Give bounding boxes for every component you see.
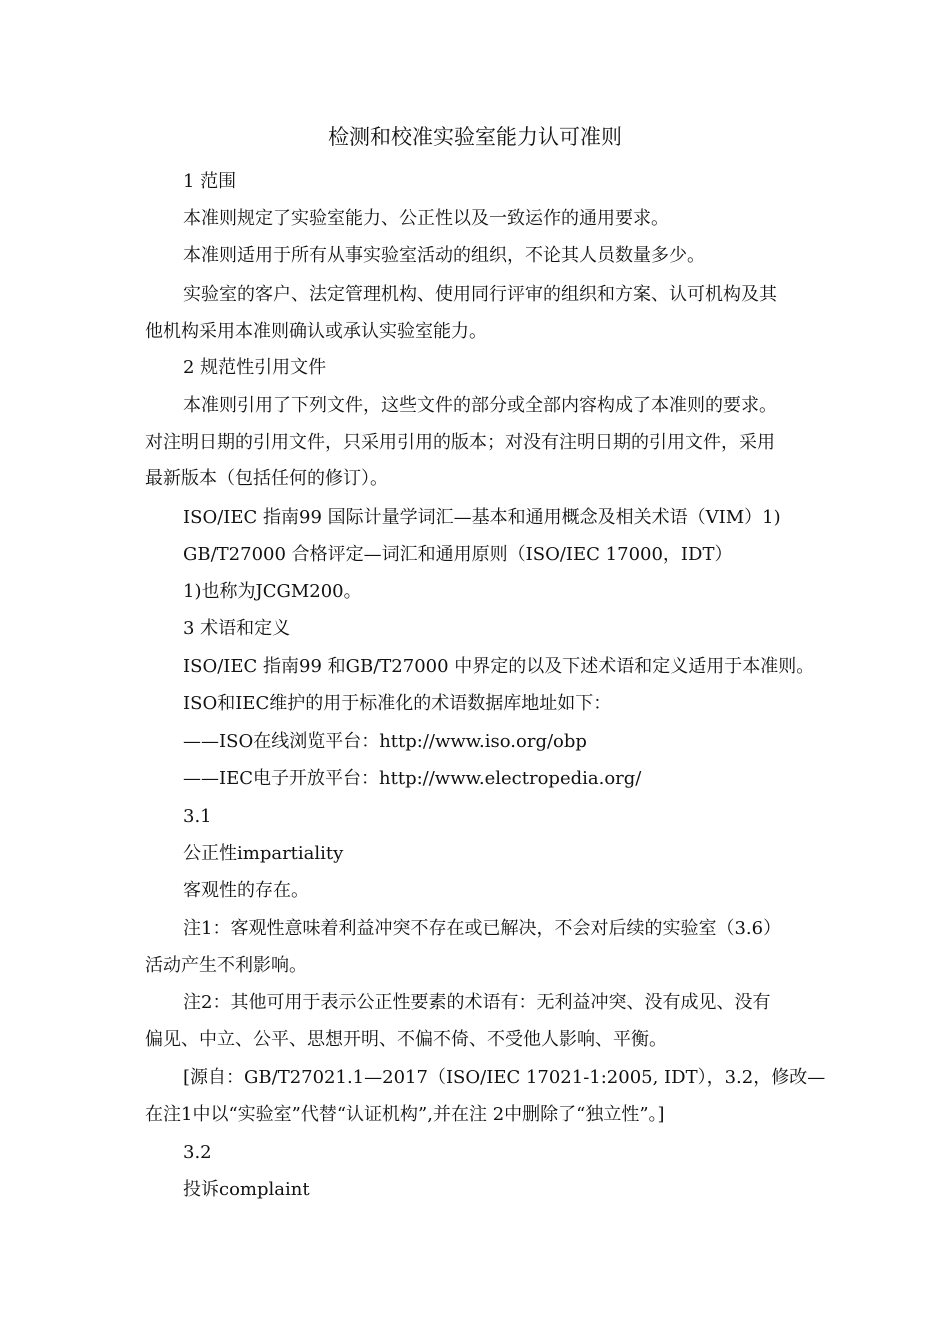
paragraph: ISO和IEC维护的用于标准化的术语数据库地址如下： — [183, 693, 612, 714]
reference-item: ISO/IEC 指南99 国际计量学词汇—基本和通用概念及相关术语（VIM）1) — [183, 507, 781, 528]
paragraph-continuation: 他机构采用本准则确认或承认实验室能力。 — [145, 321, 487, 342]
paragraph: 本准则适用于所有从事实验室活动的组织，不论其人员数量多少。 — [183, 245, 705, 266]
section-heading-terms: 3 术语和定义 — [183, 618, 291, 639]
term-number: 3.1 — [183, 806, 212, 827]
paragraph: 本准则引用了下列文件，这些文件的部分或全部内容构成了本准则的要求。 — [183, 395, 777, 416]
term-name: 投诉complaint — [183, 1179, 310, 1200]
document-title: 检测和校准实验室能力认可准则 — [328, 125, 622, 149]
note: 注2：其他可用于表示公正性要素的术语有：无利益冲突、没有成见、没有 — [183, 992, 771, 1013]
section-heading-scope: 1 范围 — [183, 171, 237, 192]
note-continuation: 偏见、中立、公平、思想开明、不偏不倚、不受他人影响、平衡。 — [145, 1029, 667, 1050]
source-citation: [源自：GB/T27021.1—2017（ISO/IEC 17021-1:2005, IDT），3.2，修改— — [183, 1067, 826, 1088]
footnote: 1)也称为JCGM200。 — [183, 581, 362, 602]
paragraph: ISO/IEC 指南99 和GB/T27000 中界定的以及下述术语和定义适用于本准则。 — [183, 656, 815, 677]
url-item-iec: ——IEC电子开放平台：http://www.electropedia.org/ — [183, 768, 642, 789]
term-name: 公正性impartiality — [183, 843, 344, 864]
paragraph: 实验室的客户、法定管理机构、使用同行评审的组织和方案、认可机构及其 — [183, 284, 777, 305]
note: 注1：客观性意味着利益冲突不存在或已解决，不会对后续的实验室（3.6） — [183, 918, 782, 939]
section-heading-normative-references: 2 规范性引用文件 — [183, 357, 327, 378]
paragraph: 本准则规定了实验室能力、公正性以及一致运作的通用要求。 — [183, 208, 669, 229]
term-number: 3.2 — [183, 1142, 212, 1163]
url-item-iso: ——ISO在线浏览平台：http://www.iso.org/obp — [183, 731, 587, 752]
paragraph-continuation: 最新版本（包括任何的修订）。 — [145, 468, 388, 489]
note-continuation: 活动产生不利影响。 — [145, 955, 307, 976]
reference-item: GB/T27000 合格评定—词汇和通用原则（ISO/IEC 17000，IDT） — [183, 544, 733, 565]
source-citation-continuation: 在注1中以“实验室”代替“认证机构”,并在注 2中删除了“独立性”。] — [145, 1104, 665, 1125]
term-definition: 客观性的存在。 — [183, 880, 309, 901]
paragraph-continuation: 对注明日期的引用文件，只采用引用的版本；对没有注明日期的引用文件，采用 — [145, 432, 775, 453]
